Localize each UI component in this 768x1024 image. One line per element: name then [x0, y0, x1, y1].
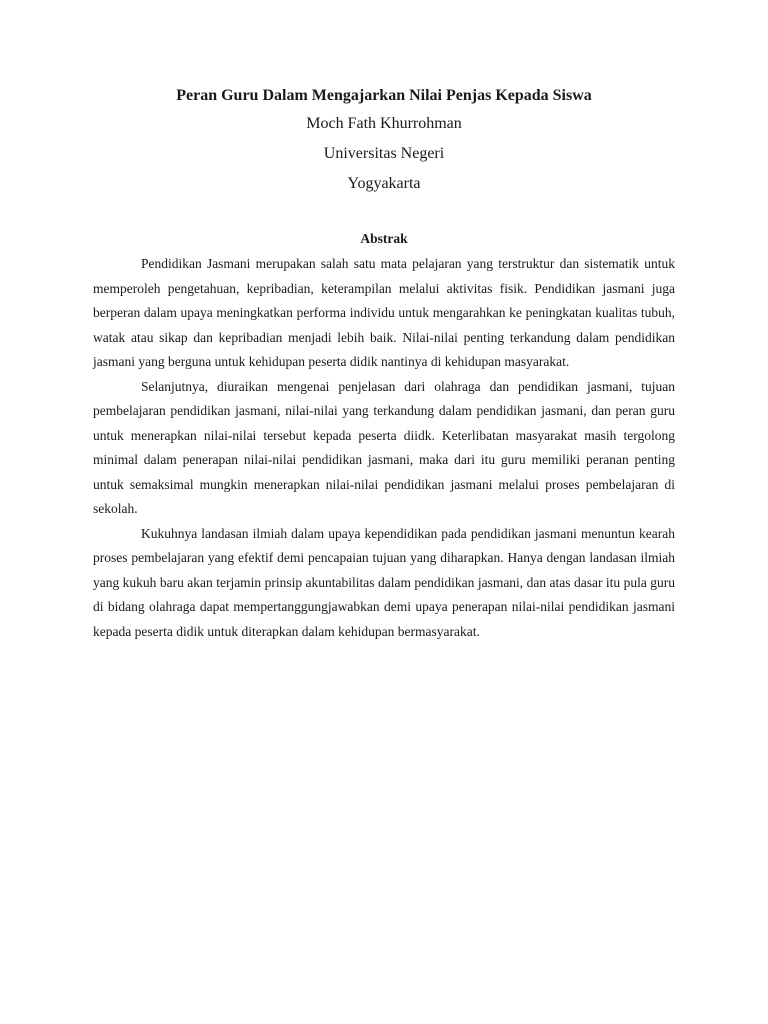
affiliation: Universitas Negeri [323, 145, 445, 162]
abstract-paragraph-2: Selanjutnya, diuraikan mengenai penjelasan dari olahraga dan pendidikan jasmani, tujuan pembelajaran pendidikan jasmani, nilai-nilai yang terkandung dalam pendidikan jasmani, dan peran guru untuk menerapkan nilai-nilai tersebut kepada peserta diidk. Keterlibatan masyarakat masih tergolong minimal dalam penerapan nilai-nilai pendidikan jasmani, maka dari itu guru memiliki peranan penting untuk semaksimal mungkin menerapkan nilai-nilai pendidikan jasmani melalui proses pembelajaran di sekolah. [93, 378, 675, 516]
author-name: Moch Fath Khurrohman [306, 115, 462, 132]
abstract-paragraph-3: Kukuhnya landasan ilmiah dalam upaya kependidikan pada pendidikan jasmani menuntun kearah proses pembelajaran yang efektif demi pencapaian tujuan yang diharapkan. Hanya dengan landasan ilmiah yang kukuh baru akan terjamin prinsip akuntabilitas dalam pendidikan jasmani, dan atas dasar itu pula guru di bidang olahraga dapat mempertanggungjawabkan demi upaya penerapan nilai-nilai pendidikan jasmani kepada peserta didik untuk diterapkan dalam kehidupan bermasyarakat. [93, 525, 675, 639]
document-page [93, 86, 675, 644]
document-title: Peran Guru Dalam Mengajarkan Nilai Penjas Kepada Siswa [176, 87, 592, 104]
abstract-heading: Abstrak [360, 231, 408, 246]
city: Yogyakarta [347, 175, 421, 192]
abstract-paragraph-1: Pendidikan Jasmani merupakan salah satu mata pelajaran yang terstruktur dan sistematik untuk memperoleh pengetahuan, kepribadian, keterampilan melalui aktivitas fisik. Pendidikan jasmani juga berperan dalam upaya meningkatkan performa individu untuk mengarahkan ke peningkatan kualitas tubuh, watak atau sikap dan kepribadian menjadi lebih baik. Nilai-nilai penting terkandung dalam pendidikan jasmani yang berguna untuk kehidupan peserta didik nantinya di kehidupan masyarakat. [93, 256, 675, 369]
